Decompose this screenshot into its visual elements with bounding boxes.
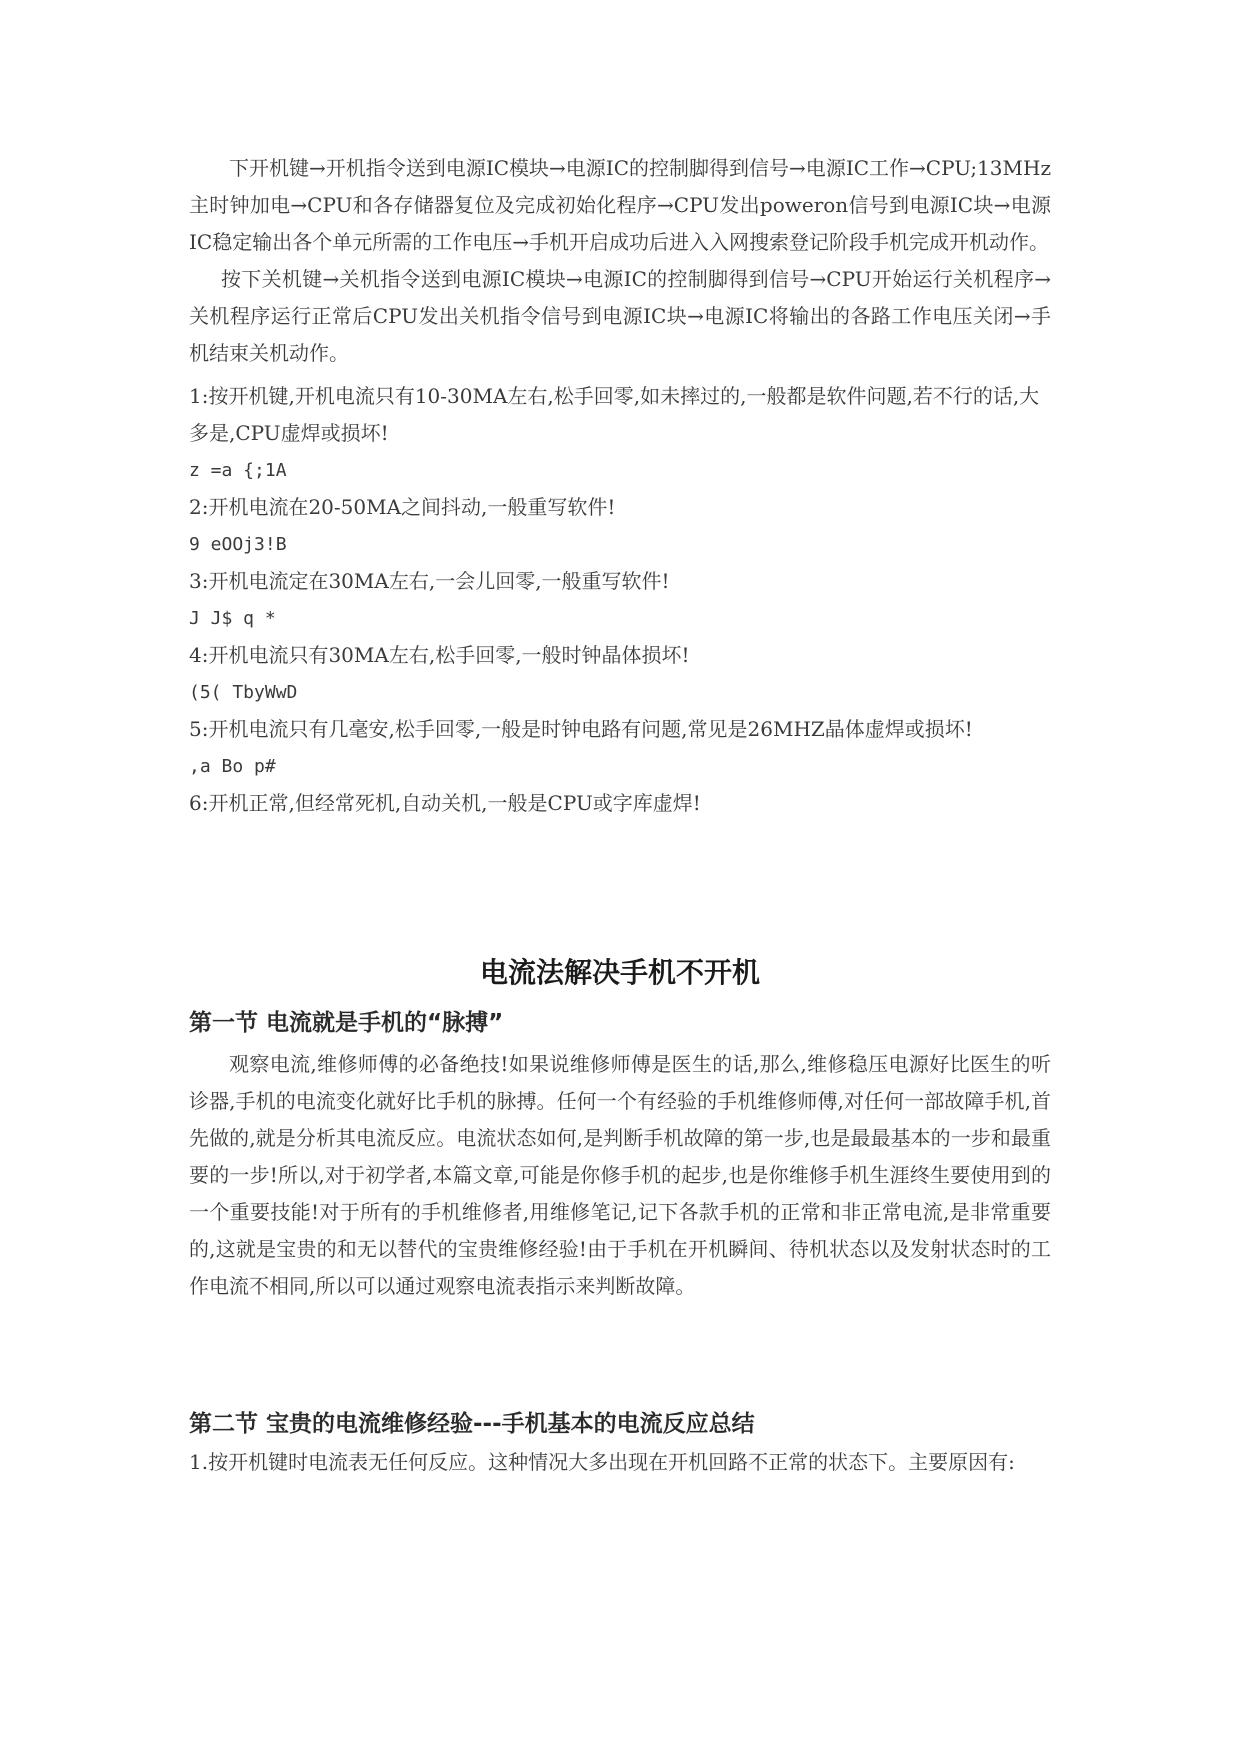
section-1-body: 观察电流,维修师傅的必备绝技!如果说维修师傅是医生的话,那么,维修稳压电源好比医生的听诊器,手机的电流变化就好比手机的脉搏。任何一个有经验的手机维修师傅,对任何一部故障手机,首先做的,就是分析其电流反应。电流状态如何,是判断手机故障的第一步,也是最最基本的一步和最重要的一步!所以,对于初学者,本篇文章,可能是你修手机的起步,也是你维修手机生涯终生要使用到的一个重要技能!对于所有的手机维修者,用维修笔记,记下各款手机的正常和非正常电流,是非常重要的,这就是宝贵的和无以替代的宝贵维修经验!由于手机在开机瞬间、待机状态以及发射状态时的工作电流不相同,所以可以通过观察电流表指示来判断故障。 xyxy=(189,1052,1051,1298)
section-2 xyxy=(189,1404,1051,1481)
power-off-paragraph: 按下关机键→关机指令送到电源IC模块→电源IC的控制脚得到信号→CPU开始运行关机程序→关机程序运行正常后CPU发出关机指令信号到电源IC块→电源IC将输出的各路工作电压关闭→手机结束关机动作。 xyxy=(189,267,1051,365)
list-item: 9 eOOj3!B xyxy=(189,534,287,555)
section-1-title: 第一节 电流就是手机的“脉搏” xyxy=(189,1010,504,1036)
power-on-paragraph: 下开机键→开机指令送到电源IC模块→电源IC的控制脚得到信号→电源IC工作→CPU;13MHz主时钟加电→CPU和各存储器复位及完成初始化程序→CPU发出poweron信号到电源IC块→电源IC稳定输出各个单元所需的工作电压→手机开启成功后进入入网搜索登记阶段手机完成开机动作。 xyxy=(189,156,1051,254)
section-1 xyxy=(189,1003,1051,1305)
list-item: z =a {;1A xyxy=(189,460,287,481)
list-item: 1:按开机键,开机电流只有10-30MA左右,松手回零,如未摔过的,一般都是软件问题,若不行的话,大多是,CPU虚焊或损坏! xyxy=(189,384,1040,445)
list-item: ,a Bo p# xyxy=(189,756,276,777)
list-item: 5:开机电流只有几毫安,松手回零,一般是时钟电路有问题,常见是26MHZ晶体虚焊或损坏! xyxy=(189,717,973,741)
section-2-body: 1.按开机键时电流表无任何反应。这种情况大多出现在开机回路不正常的状态下。主要原因有: xyxy=(189,1450,1015,1474)
fault-list xyxy=(189,378,1051,822)
main-title: 电流法解决手机不开机 xyxy=(479,956,760,989)
list-item: (5( TbyWwD xyxy=(189,682,298,703)
section-2-title: 第二节 宝贵的电流维修经验---手机基本的电流反应总结 xyxy=(189,1411,755,1437)
list-item: 2:开机电流在20-50MA之间抖动,一般重写软件! xyxy=(189,495,616,519)
list-item: J J$ q * xyxy=(189,608,276,629)
list-item: 4:开机电流只有30MA左右,松手回零,一般时钟晶体损坏! xyxy=(189,643,690,667)
intro-block xyxy=(189,150,1051,822)
list-item: 6:开机正常,但经常死机,自动关机,一般是CPU或字库虚焊! xyxy=(189,791,701,815)
list-item: 3:开机电流定在30MA左右,一会儿回零,一般重写软件! xyxy=(189,569,670,593)
